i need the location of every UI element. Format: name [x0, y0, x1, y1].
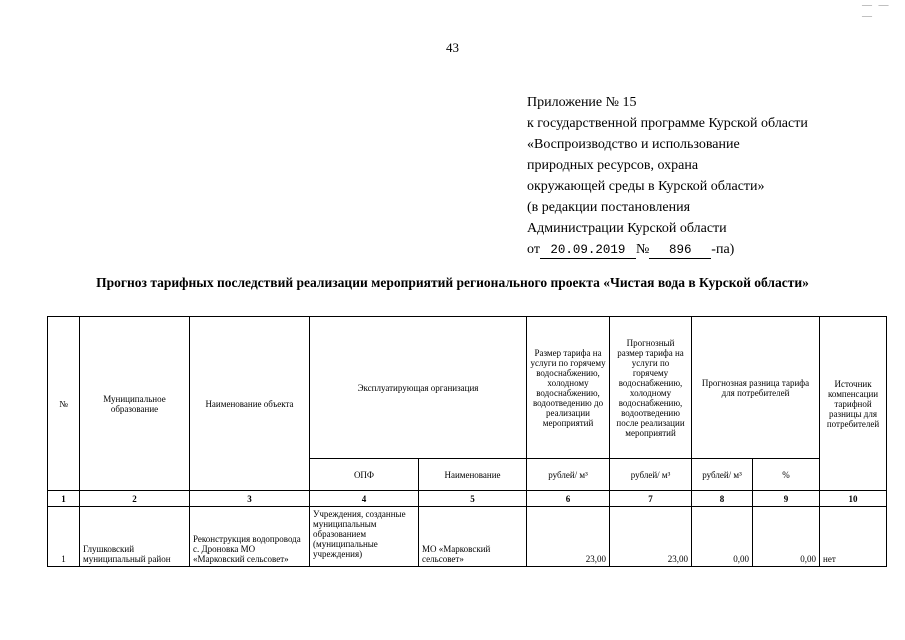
cell-source: нет — [820, 507, 887, 567]
header-unit-before: рублей/ м³ — [527, 459, 610, 491]
header-opf: ОПФ — [310, 459, 419, 491]
document-title: Прогноз тарифных последствий реализации мероприятий регионального проекта «Чистая вода в Курской области» — [96, 275, 809, 290]
column-number: 5 — [419, 491, 527, 507]
column-number: 8 — [692, 491, 753, 507]
cell-diff-pct: 0,00 — [753, 507, 820, 567]
column-number: 1 — [48, 491, 80, 507]
header-municipality: Муниципальное образование — [80, 317, 190, 491]
header-no: № — [48, 317, 80, 491]
cell-tariff-after: 23,00 — [610, 507, 692, 567]
header-object-name: Наименование объекта — [190, 317, 310, 491]
cell-no: 1 — [48, 507, 80, 567]
cell-opf: Учреждения, созданные муниципальным образованием (муниципальные учреждения) — [310, 507, 419, 567]
header-percent: % — [753, 459, 820, 491]
corner-mark: — — — — [862, 0, 891, 22]
appendix-line: Администрации Курской области — [527, 221, 727, 236]
header-row — [48, 317, 887, 459]
header-unit-after: рублей/ м³ — [610, 459, 692, 491]
cell-tariff-before: 23,00 — [527, 507, 610, 567]
header-tariff-after: Прогнозный размер тарифа на услуги по горячему водоснабжению, холодному водоснабжению, водоотведению после реализации мероприятий — [610, 317, 692, 459]
number-suffix: -па) — [711, 242, 735, 257]
appendix-line: Приложение № 15 — [527, 95, 637, 110]
header-operating-org: Эксплуатирующая организация — [310, 317, 527, 459]
cell-diff-rub: 0,00 — [692, 507, 753, 567]
appendix-line: природных ресурсов, охрана — [527, 158, 699, 173]
appendix-line: к государственной программе Курской области — [527, 116, 808, 131]
column-number: 3 — [190, 491, 310, 507]
header-name: Наименование — [419, 459, 527, 491]
column-number: 10 — [820, 491, 887, 507]
header-compensation-source: Источник компенсации тарифной разницы для потребителей — [820, 317, 887, 491]
column-number: 7 — [610, 491, 692, 507]
cell-org-name: МО «Марковский сельсовет» — [419, 507, 527, 567]
header-difference: Прогнозная разница тарифа для потребителей — [692, 317, 820, 459]
page-number: 43 — [446, 40, 459, 55]
appendix-line: «Воспроизводство и использование — [527, 137, 740, 152]
date-value: 20.09.2019 — [540, 243, 636, 259]
column-number: 9 — [753, 491, 820, 507]
column-number: 4 — [310, 491, 419, 507]
table-row — [48, 507, 887, 567]
header-unit-diff: рублей/ м³ — [692, 459, 753, 491]
number-sign: № — [635, 242, 650, 257]
appendix-block — [527, 92, 808, 260]
number-value: 896 — [649, 243, 711, 259]
column-number-row — [48, 491, 887, 507]
appendix-date-line — [527, 239, 808, 260]
appendix-line: окружающей среды в Курской области» — [527, 179, 765, 194]
date-prefix: от — [527, 242, 540, 257]
header-tariff-before: Размер тарифа на услуги по горячему водоснабжению, холодному водоснабжению, водоотведению до реализации мероприятий — [527, 317, 610, 459]
column-number: 6 — [527, 491, 610, 507]
cell-municipality: Глушковский муниципальный район — [80, 507, 190, 567]
cell-object: Реконструкция водопровода с. Дроновка МО «Марковский сельсовет» — [190, 507, 310, 567]
appendix-line: (в редакции постановления — [527, 200, 691, 215]
tariff-table — [47, 316, 887, 567]
column-number: 2 — [80, 491, 190, 507]
